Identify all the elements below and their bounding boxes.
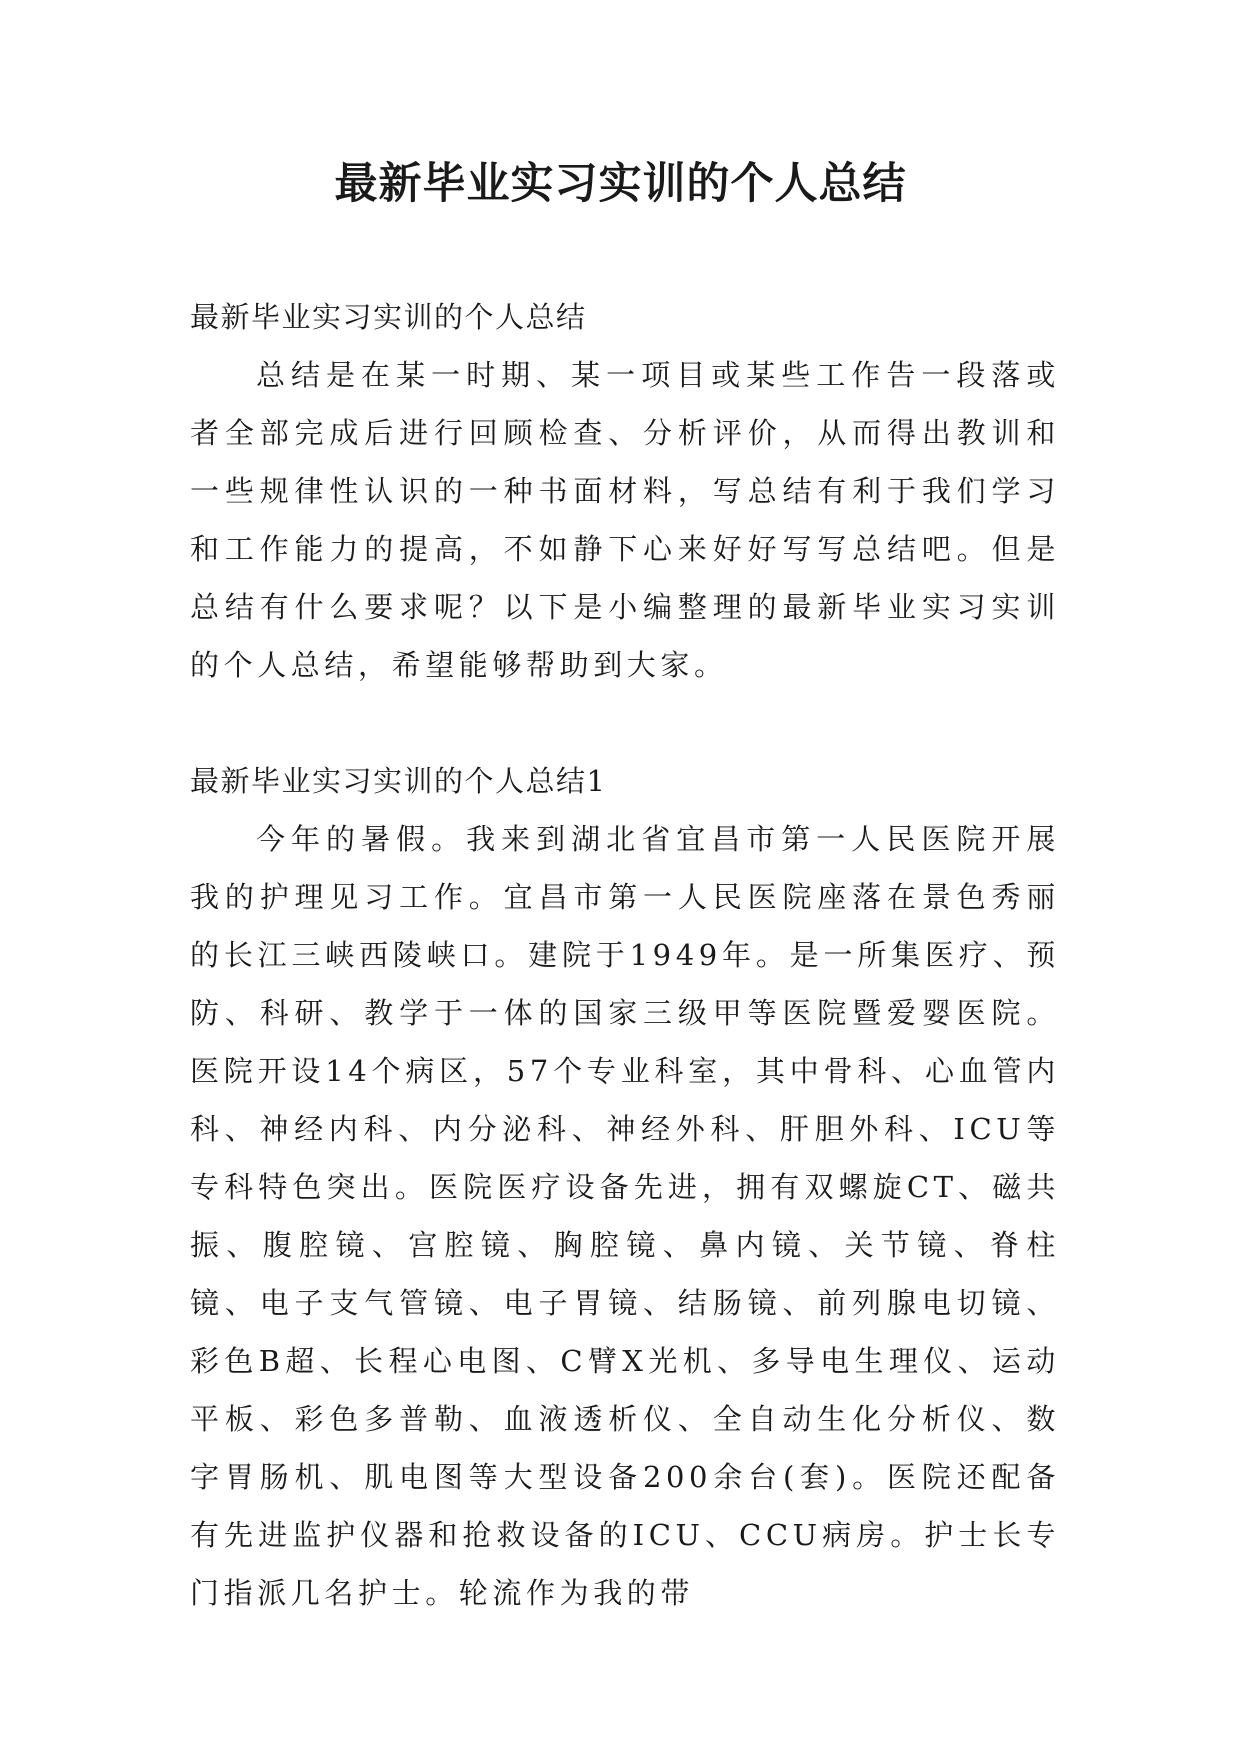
- paragraph-spacer: [190, 694, 1060, 752]
- document-title: 最新毕业实习实训的个人总结: [334, 159, 907, 209]
- document-body: [190, 288, 1060, 1622]
- section-paragraph: 今年的暑假。我来到湖北省宜昌市第一人民医院开展我的护理见习工作。宜昌市第一人民医院座落在景色秀丽的长江三峡西陵峡口。建院于1949年。是一所集医疗、预防、科研、教学于一体的国家三级甲等医院暨爱婴医院。医院开设14个病区，57个专业科室，其中骨科、心血管内科、神经内科、内分泌科、神经外科、肝胆外科、ICU等专科特色突出。医院医疗设备先进，拥有双螺旋CT、磁共振、腹腔镜、宫腔镜、胸腔镜、鼻内镜、关节镜、脊柱镜、电子支气管镜、电子胃镜、结肠镜、前列腺电切镜、彩色B超、长程心电图、C臂X光机、多导电生理仪、运动平板、彩色多普勒、血液透析仪、全自动生化分析仪、数字胃肠机、肌电图等大型设备200余台(套)。医院还配备有先进监护仪器和抢救设备的ICU、CCU病房。护士长专门指派几名护士。轮流作为我的带: [190, 822, 1060, 1610]
- subtitle-line: 最新毕业实习实训的个人总结: [190, 300, 587, 334]
- section-heading: 最新毕业实习实训的个人总结1: [190, 764, 607, 798]
- intro-paragraph: 总结是在某一时期、某一项目或某些工作告一段落或者全部完成后进行回顾检查、分析评价，从而得出教训和一些规律性认识的一种书面材料，写总结有利于我们学习和工作能力的提高，不如静下心来好好写写总结吧。但是总结有什么要求呢？以下是小编整理的最新毕业实习实训的个人总结，希望能够帮助到大家。: [190, 358, 1060, 682]
